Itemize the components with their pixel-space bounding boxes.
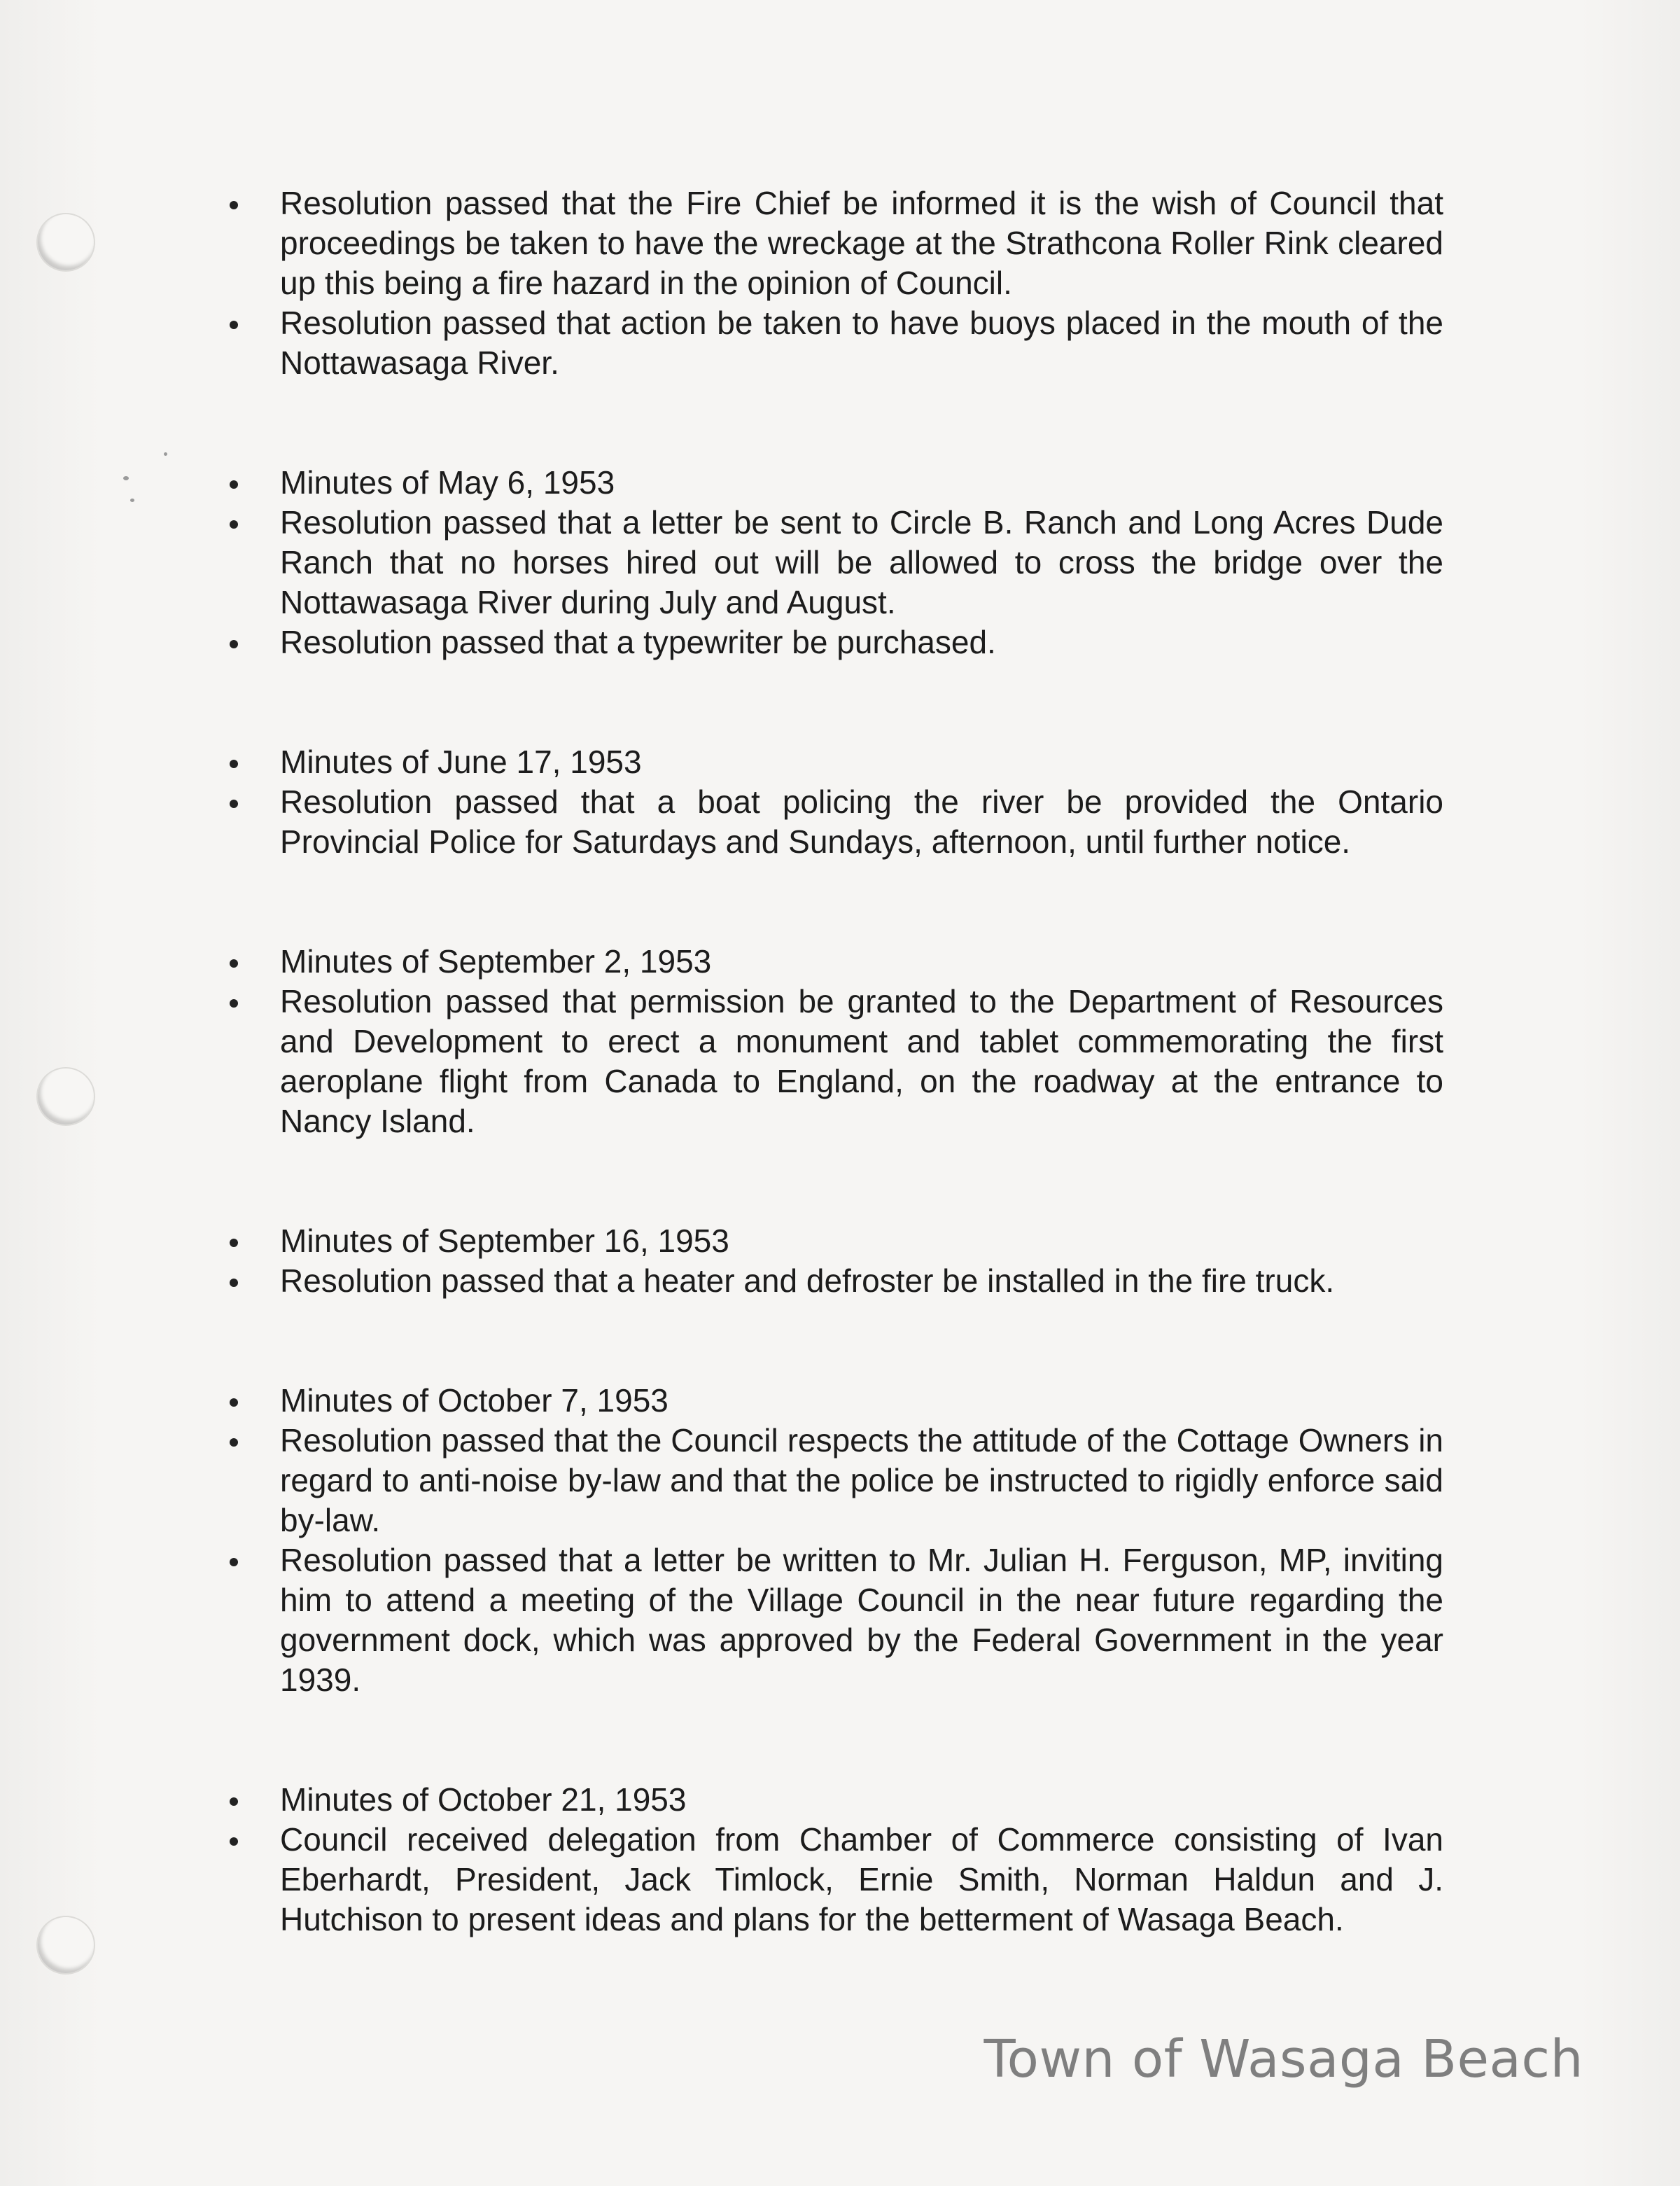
bullet-icon [230,1438,238,1447]
list-item [225,1421,1443,1540]
item-text: Resolution passed that the Fire Chief be informed it is the wish of Council that proceedings be taken to have the wreckage at the Strathcona Roller Rink cleared up this being a fire hazard in the opinion of Council. [280,185,1443,301]
punch-hole-middle [36,1067,95,1126]
bullet-icon [230,640,238,648]
bullet-icon [230,480,238,489]
item-text: Resolution passed that a letter be written to Mr. Julian H. Ferguson, MP, inviting him to attend a meeting of the Village Council in the near future regarding the government dock, which was approved by the Federal Government in the year 1939. [280,1542,1443,1698]
document-body [225,183,1443,1940]
minutes-date: Minutes of September 2, 1953 [280,943,712,980]
list-item [225,1780,1443,1820]
bullet-icon [230,321,238,329]
bullet-icon [230,999,238,1008]
minutes-section [225,463,1443,662]
list-item [225,622,1443,662]
minutes-section [225,1780,1443,1940]
list-item [225,1820,1443,1940]
item-text: Resolution passed that a boat policing the river be provided the Ontario Provincial Police for Saturdays and Sundays, afternoon, until further notice. [280,784,1443,860]
list-item [225,982,1443,1141]
punch-hole-top [36,213,95,272]
bullet-icon [230,520,238,529]
list-item [225,1261,1443,1301]
item-text: Resolution passed that the Council respects the attitude of the Cottage Owners in regard to anti-noise by-law and that the police be instructed to rigidly enforce said by-law. [280,1422,1443,1538]
scan-speck [130,499,134,502]
bullet-icon [230,959,238,968]
minutes-date: Minutes of October 21, 1953 [280,1781,687,1818]
list-item [225,183,1443,303]
bullet-icon [230,1797,238,1806]
scan-speck [164,452,167,456]
minutes-section [225,1381,1443,1700]
list-item [225,503,1443,622]
list-item [225,782,1443,862]
list-item [225,1540,1443,1700]
minutes-section [225,942,1443,1141]
minutes-date: Minutes of May 6, 1953 [280,464,615,501]
bullet-icon [230,201,238,209]
item-text: Council received delegation from Chamber of Commerce consisting of Ivan Eberhardt, President, Jack Timlock, Ernie Smith, Norman Haldun and J. Hutchison to present ideas and plans for the betterment of Wasaga Beach. [280,1821,1443,1937]
bullet-icon [230,1558,238,1566]
list-item [225,1381,1443,1421]
minutes-date: Minutes of October 7, 1953 [280,1382,668,1419]
bullet-icon [230,1239,238,1247]
list-item [225,303,1443,383]
item-text: Resolution passed that action be taken to have buoys placed in the mouth of the Nottawasaga River. [280,305,1443,381]
list-item [225,942,1443,982]
item-text: Resolution passed that a heater and defroster be installed in the fire truck. [280,1262,1335,1299]
bullet-icon [230,800,238,808]
item-text: Resolution passed that a typewriter be purchased. [280,624,996,660]
list-item [225,1221,1443,1261]
item-text: Resolution passed that a letter be sent to Circle B. Ranch and Long Acres Dude Ranch that no horses hired out will be allowed to cross the bridge over the Nottawasaga River during July and August. [280,504,1443,620]
bullet-icon [230,1837,238,1846]
list-item [225,463,1443,503]
watermark: Town of Wasaga Beach [983,2029,1583,2089]
bullet-icon [230,1398,238,1407]
scan-speck [123,476,129,480]
bullet-icon [230,760,238,768]
minutes-section [225,1221,1443,1301]
list-item [225,742,1443,782]
bullet-icon [230,1279,238,1287]
punch-hole-bottom [36,1916,95,1975]
minutes-date: Minutes of September 16, 1953 [280,1223,729,1259]
minutes-date: Minutes of June 17, 1953 [280,744,642,780]
item-text: Resolution passed that permission be granted to the Department of Resources and Development to erect a monument and tablet commemorating the first aeroplane flight from Canada to England, on the roadway at the entrance to Nancy Island. [280,983,1443,1139]
minutes-section [225,183,1443,383]
minutes-section [225,742,1443,862]
